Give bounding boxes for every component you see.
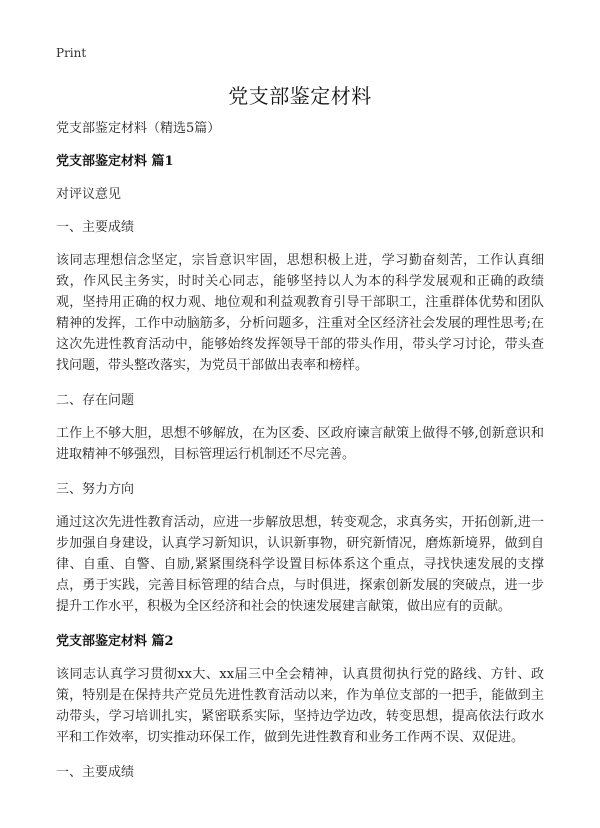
- part1-section2-heading: 二、存在问题: [56, 393, 135, 408]
- part1-section3-heading: 三、努力方向: [56, 482, 135, 497]
- part1-section2-text: 工作上不够大胆，思想不够解放，在为区委、区政府谏言献策上做得不够,创新意识和进取精神不够强烈，目标管理运行机制还不尽完善。: [56, 426, 544, 462]
- part2-section1-heading: 一、主要成绩: [56, 765, 135, 780]
- document-subtitle: 党支部鉴定材料（精选5篇）: [56, 121, 221, 136]
- print-link[interactable]: Print: [56, 46, 87, 60]
- part1-section1-heading: 一、主要成绩: [56, 220, 135, 235]
- part2-text: 该同志认真学习贯彻xx大、xx届三中全会精神，认真贯彻执行党的路线、方针、政策，特别是在保持共产党员先进性教育活动以来，作为单位支部的一把手，能做到主动带头，学习培训扎实，紧密联系实际，坚持边学边改，转变思想，提高依法行政水平和工作效率，切实推动环保工作，做到先进性教育和业务工作两不误、双促进。: [56, 667, 544, 745]
- part2-heading: 党支部鉴定材料 篇2: [56, 634, 174, 649]
- part1-heading: 党支部鉴定材料 篇1: [56, 154, 174, 169]
- page-title: 党支部鉴定材料: [228, 84, 372, 108]
- part1-label: 对评议意见: [56, 187, 122, 202]
- part1-section3-text: 通过这次先进性教育活动，应进一步解放思想，转变观念，求真务实，开拓创新,进一步加强自身建设，认真学习新知识，认识新事物，研究新情况，磨炼新境界，做到自律、自重、自警、自励,紧紧围绕科学设置目标体系这个重点，寻找快速发展的支撑点，勇于实践，完善目标管理的结合点，与时俱进，探索创新发展的突破点，进一步提升工作水平，积极为全区经济和社会的快速发展建言献策，做出应有的贡献。: [56, 515, 544, 614]
- part1-section1-text: 该同志理想信念坚定，宗旨意识牢固，思想积极上进，学习勤奋刻苦，工作认真细致，作风民主务实，时时关心同志，能够坚持以人为本的科学发展观和正确的政绩观，坚持用正确的权力观、地位观和利益观教育引导干部职工，注重群体优势和团队精神的发挥，工作中动脑筋多，分析问题多，注重对全区经济社会发展的理性思考;在这次先进性教育活动中，能够始终发挥领导干部的带头作用，带头学习讨论，带头查找问题，带头整改落实，为党员干部做出表率和榜样。: [56, 253, 544, 373]
- document-body: [56, 118, 544, 795]
